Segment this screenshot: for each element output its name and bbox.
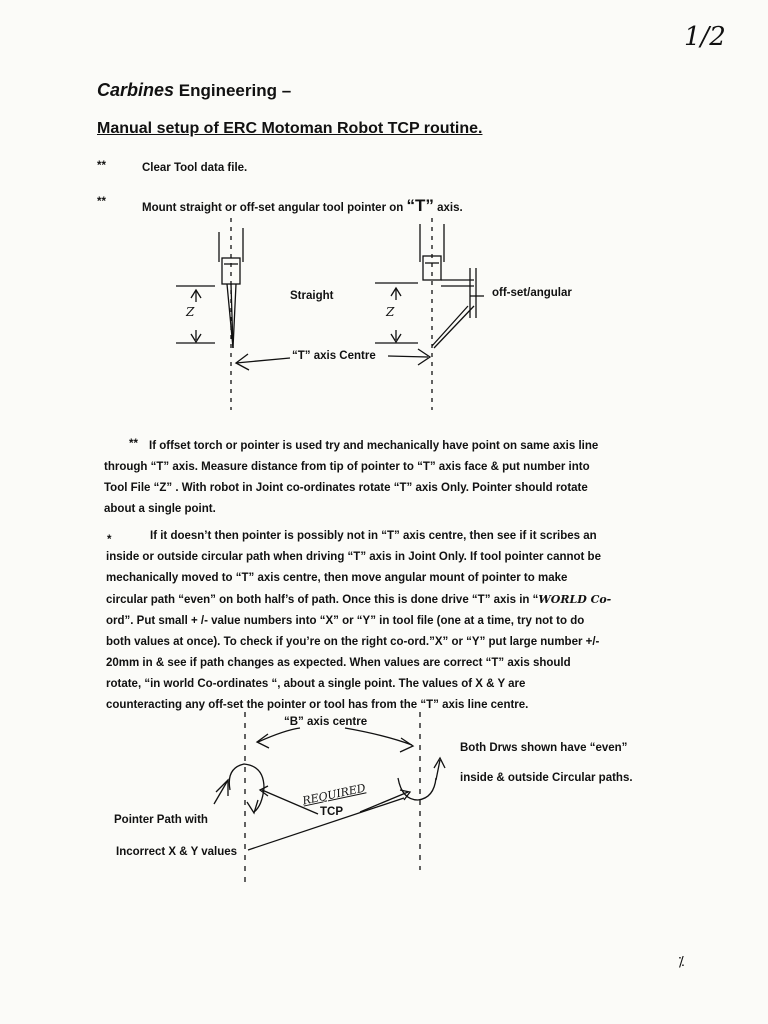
pointer-left	[231, 284, 233, 348]
paragraph-2-line: inside or outside circular path when driving “T” axis in Joint Only. If tool pointer cannot be	[106, 551, 601, 563]
even-paths-note-2: inside & outside Circular paths.	[460, 772, 633, 784]
paragraph-1	[104, 436, 664, 520]
paragraph-2-line: mechanically moved to “T” axis centre, then move angular mount of pointer to make	[106, 572, 568, 584]
step-1-bullet: **	[97, 160, 106, 172]
step-2-bullet: **	[97, 196, 106, 208]
paragraph-2	[106, 526, 666, 716]
step-2-text	[142, 196, 463, 216]
b-axis-centre-label: “B” axis centre	[284, 716, 368, 728]
arrow-to-right-path	[436, 760, 440, 780]
required-tcp-arrow-right	[360, 792, 408, 812]
document-subtitle: Manual setup of ERC Motoman Robot TCP routine.	[97, 120, 483, 137]
paragraph-2-line: If it doesn’t then pointer is possibly not in “T” axis centre, then see if it scribes an	[150, 530, 597, 542]
paragraph-2-line: rotate, “in world Co-ordinates “, about a single point. The values of X & Y are	[106, 678, 526, 690]
arrow-to-left-path	[214, 780, 228, 804]
tcp-label: TCP	[320, 806, 343, 818]
pointer-path-right	[398, 778, 436, 800]
pointer-path-label-2: Incorrect X & Y values	[116, 846, 238, 858]
paragraph-2-line: counteracting any off-set the pointer or tool has from the “T” axis line centre.	[106, 699, 529, 711]
paragraph-1-line: Tool File “Z” . With robot in Joint co-ordinates rotate “T” axis Only. Pointer should rotate	[104, 482, 588, 494]
pointer-path-label-1: Pointer Path with	[114, 814, 208, 826]
axis-arrow-left	[236, 358, 290, 363]
step-2-axis: “T”	[406, 196, 434, 215]
footer-mark: ⁒	[678, 953, 685, 969]
paragraph-2-line: 20mm in & see if path changes as expected. When values are correct “T” axis should	[106, 657, 571, 669]
t-axis-centre-label: “T” axis Centre	[292, 350, 376, 362]
paragraph-2-line	[106, 589, 666, 611]
step-2-main: Mount straight or off-set angular tool pointer on	[142, 202, 404, 214]
company-suffix: Engineering –	[178, 81, 292, 100]
handwritten-world-coord: WORLD Co-	[538, 593, 612, 606]
tool-holder-left	[222, 258, 240, 284]
pointer-path-left	[229, 764, 264, 812]
paragraph-2-bullet: *	[107, 534, 112, 546]
b-axis-arrow-left	[258, 728, 300, 742]
b-axis-arrow-right	[345, 728, 412, 745]
required-label: REQUIRED	[301, 781, 367, 808]
paragraph-1-bullet: **	[129, 438, 138, 450]
offset-angular-label: off-set/angular	[492, 287, 572, 299]
z-mark-right: Z	[386, 305, 395, 319]
pointer-right	[432, 306, 468, 346]
tool-holder-right	[423, 256, 441, 280]
step-1-text: Clear Tool data file.	[142, 162, 248, 174]
paragraph-2-line-text: circular path “even” on both half’s of path. Once this is done drive “T” axis in “	[106, 594, 539, 606]
page-number: 1/2	[684, 22, 726, 52]
straight-label: Straight	[290, 290, 334, 302]
page-title	[97, 80, 291, 101]
company-name: Carbines	[97, 80, 175, 100]
z-mark-left: Z	[186, 305, 195, 319]
step-2-suffix: axis.	[437, 202, 463, 214]
paragraph-1-line: through “T” axis. Measure distance from tip of pointer to “T” axis face & put number into	[104, 461, 590, 473]
paragraph-2-line: ord”. Put small + /- value numbers into “X” or “Y” in tool file (one at a time, try not to do	[106, 615, 585, 627]
even-paths-note-1: Both Drws shown have “even”	[460, 742, 628, 754]
paragraph-1-line: If offset torch or pointer is used try and mechanically have point on same axis line	[149, 440, 599, 452]
axis-arrow-right	[388, 356, 428, 357]
paragraph-1-line: about a single point.	[104, 503, 216, 515]
paragraph-2-line: both values at once). To check if you’re on the right co-ord.”X” or “Y” put large number +/-	[106, 636, 600, 648]
